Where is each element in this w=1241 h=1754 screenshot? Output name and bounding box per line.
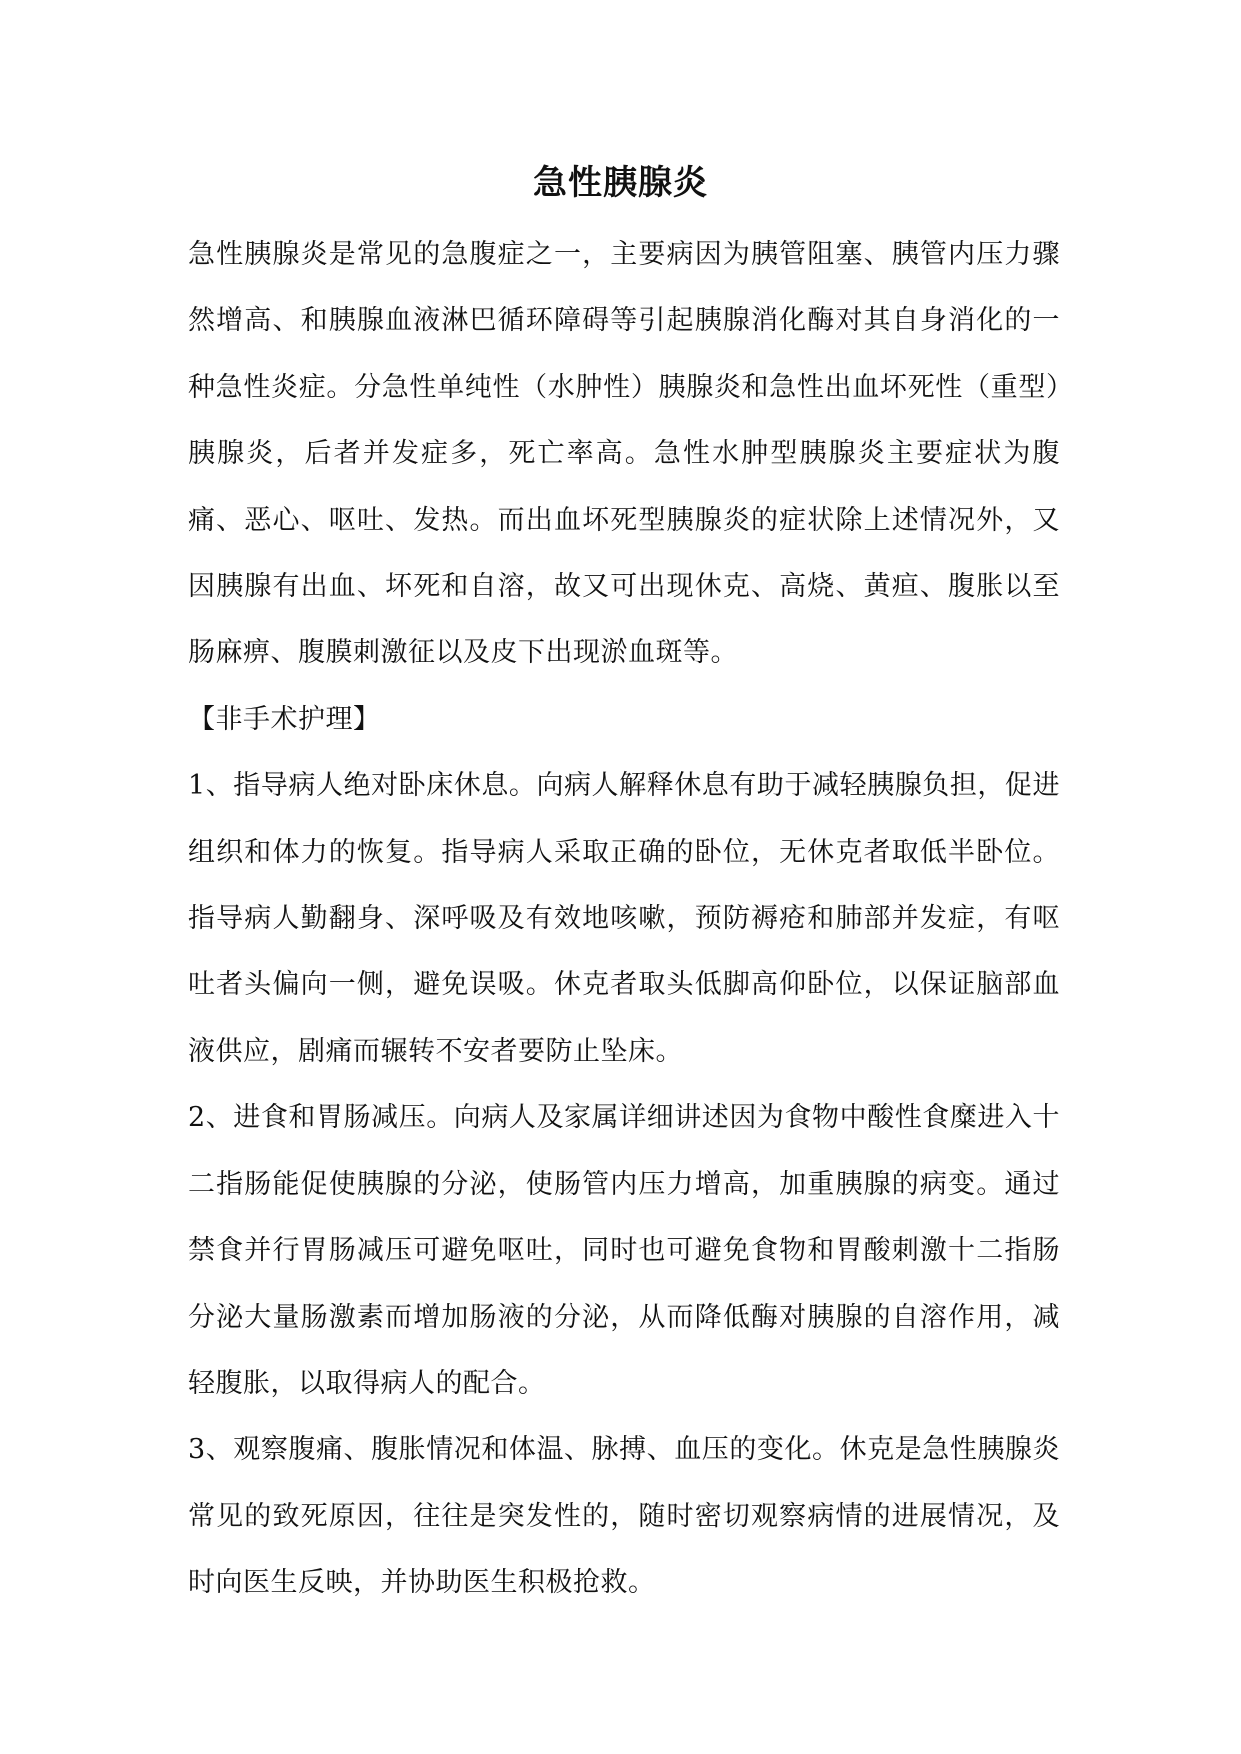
section-heading-nonsurgical-care: 【非手术护理】 — [188, 703, 381, 735]
intro-paragraph: 急性胰腺炎是常见的急腹症之一，主要病因为胰管阻塞、胰管内压力骤然增高、和胰腺血液淋巴循环障碍等引起胰腺消化酶对其自身消化的一种急性炎症。分急性单纯性（水肿性）胰腺炎和急性出血坏死性（重型）胰腺炎，后者并发症多，死亡率高。急性水肿型胰腺炎主要症状为腹痛、恶心、呕吐、发热。而出血坏死型胰腺炎的症状除上述情况外，又因胰腺有出血、坏死和自溶，故又可出现休克、高烧、黄疸、腹胀以至肠麻痹、腹膜刺激征以及皮下出现淤血斑等。 — [188, 239, 1060, 669]
document-title: 急性胰腺炎 — [533, 163, 708, 203]
care-item-3-paragraph: 3、观察腹痛、腹胀情况和体温、脉搏、血压的变化。休克是急性胰腺炎常见的致死原因，往往是突发性的，随时密切观察病情的进展情况，及时向医生反映，并协助医生积极抢救。 — [188, 1434, 1060, 1599]
care-item-1-paragraph: 1、指导病人绝对卧床休息。向病人解释休息有助于减轻胰腺负担，促进组织和体力的恢复。指导病人采取正确的卧位，无休克者取低半卧位。指导病人勤翻身、深呼吸及有效地咳嗽，预防褥疮和肺部并发症，有呕吐者头偏向一侧，避免误吸。休克者取头低脚高仰卧位，以保证脑部血液供应，剧痛而辗转不安者要防止坠床。 — [188, 770, 1060, 1067]
document-body — [188, 222, 1060, 1617]
care-item-2-paragraph: 2、进食和胃肠减压。向病人及家属详细讲述因为食物中酸性食糜进入十二指肠能促使胰腺的分泌，使肠管内压力增高，加重胰腺的病变。通过禁食并行胃肠减压可避免呕吐，同时也可避免食物和胃酸刺激十二指肠分泌大量肠激素而增加肠液的分泌，从而降低酶对胰腺的自溶作用，减轻腹胀，以取得病人的配合。 — [188, 1102, 1060, 1399]
